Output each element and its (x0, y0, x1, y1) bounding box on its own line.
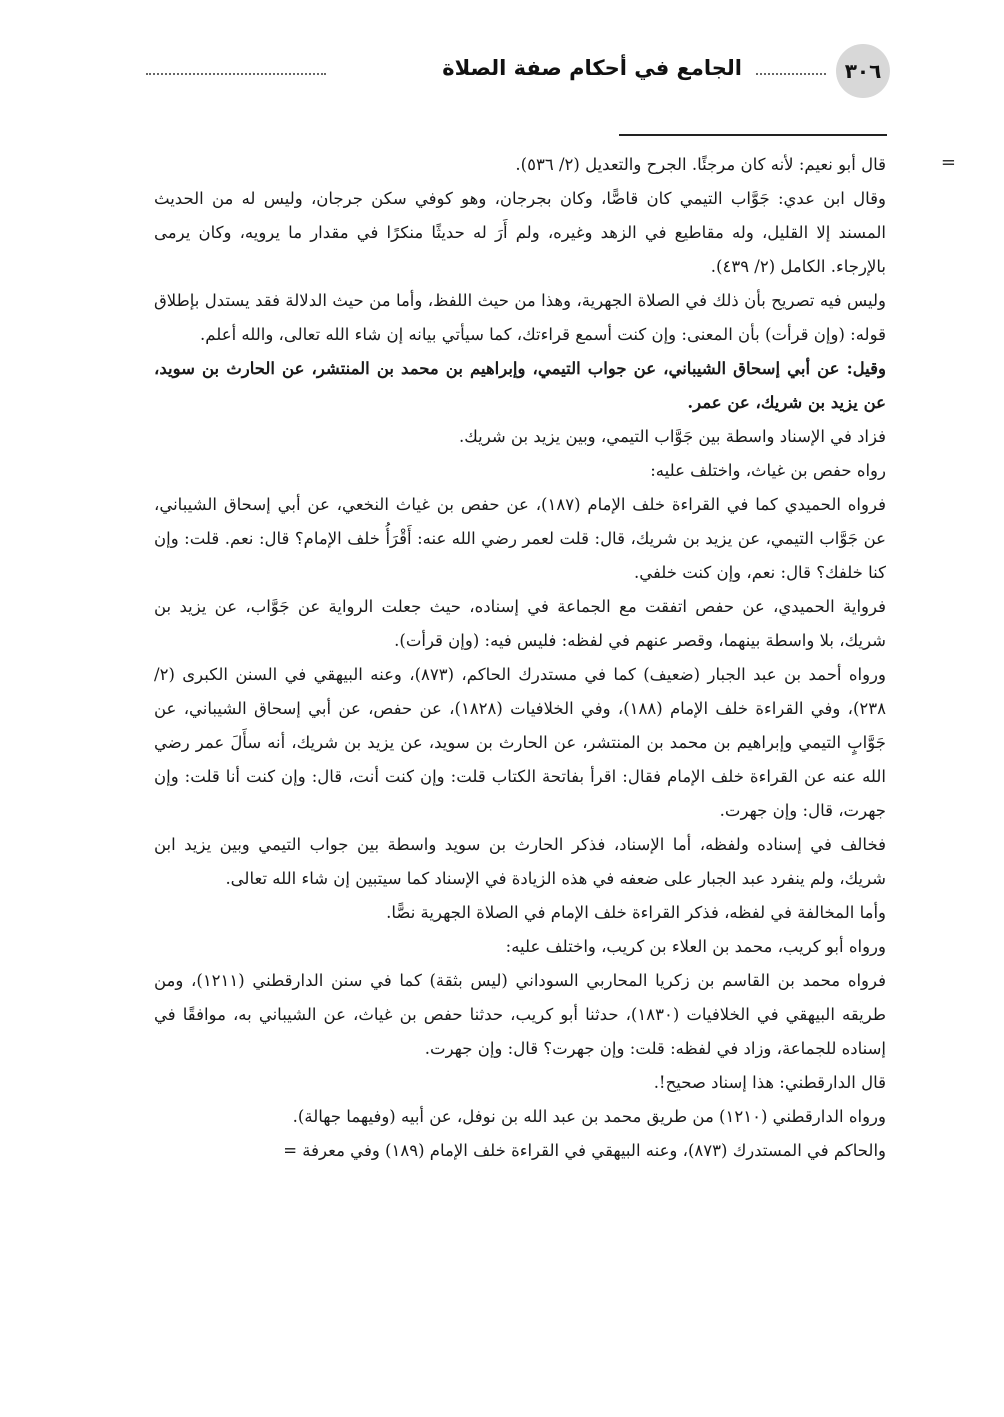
footnote-paragraph: والحاكم في المستدرك (٨٧٣)، وعنه البيهقي في القراءة خلف الإمام (١٨٩) وفي معرفة = (283, 1141, 886, 1160)
footnote-paragraph: رواه حفص بن غياث، واختلف عليه: (650, 461, 886, 480)
footnote-paragraph: وليس فيه تصريح بأن ذلك في الصلاة الجهرية، وهذا من حيث اللفظ، وأما من حيث الدلالة فقد يستدل بإطلاق قوله: (وإن قرأت) بأن المعنى: وإن كنت أسمع قراءتك، كما سيأتي بيانه إن شاء الله تعالى، والله أعلم. (154, 291, 886, 344)
footnote-paragraph: قال الدارقطني: هذا إسناد صحيح!. (653, 1073, 886, 1092)
footnote-paragraph: ورواه أبو كريب، محمد بن العلاء بن كريب، واختلف عليه: (505, 937, 886, 956)
header-dotted-rule-left (146, 73, 326, 75)
footnote-separator (619, 134, 887, 136)
footnote-paragraph: فخالف في إسناده ولفظه، أما الإسناد، فذكر الحارث بن سويد واسطة بين جواب التيمي وبين يزيد ابن شريك، ولم ينفرد عبد الجبار على ضعفه في هذه الزيادة في الإسناد كما سيتبين إن شاء الله تعالى. (154, 835, 886, 888)
footnote-paragraph: ورواه الدارقطني (١٢١٠) من طريق محمد بن عبد الله بن نوفل، عن أبيه (وفيهما جهالة). (292, 1107, 886, 1126)
footnote-paragraph: فرواية الحميدي، عن حفص اتفقت مع الجماعة في إسناده، حيث جعلت الرواية عن جَوَّاب، عن يزيد بن شريك، بلا واسطة بينهما، وقصر عنهم في لفظه: فليس فيه: (وإن قرأت). (154, 597, 886, 650)
footnote-paragraph: وقال ابن عدي: جَوَّاب التيمي كان قاصًّا، وكان بجرجان، وهو كوفي سكن جرجان، وليس له من الحديث المسند إلا القليل، وله مقاطيع في الزهد وغيره، ولم أَرَ له حديثًا منكرًا في مقدار ما يرويه، وكان يرمى بالإرجاء. الكامل (٢/ ٤٣٩). (154, 189, 886, 276)
book-title: الجامع في أحكام صفة الصلاة (442, 56, 742, 80)
footnote-body (154, 148, 886, 1168)
footnote-paragraph: فزاد في الإسناد واسطة بين جَوَّاب التيمي، وبين يزيد بن شريك. (459, 427, 886, 446)
footnote-paragraph: فرواه محمد بن القاسم بن زكريا المحاربي السوداني (ليس بثقة) كما في سنن الدارقطني (١٢١١)، ومن طريقه البيهقي في الخلافيات (١٨٣٠)، حدثنا أبو كريب، حدثنا حفص بن غياث، عن الشيباني به، موافقًا في إسناده للجماعة، وزاد في لفظه: قلت: وإن جهرت؟ قال: وإن جهرت. (154, 971, 887, 1058)
footnote-paragraph: وأما المخالفة في لفظه، فذكر القراءة خلف الإمام في الصلاة الجهرية نصًّا. (386, 903, 886, 922)
continuation-mark: = (940, 152, 956, 173)
header-dotted-rule-right (756, 73, 826, 75)
page-number: ٣٠٦ (836, 44, 890, 98)
footnote-paragraph: قال أبو نعيم: لأنه كان مرجئًا. الجرح والتعديل (٢/ ٥٣٦). (515, 155, 886, 174)
footnote-paragraph: ورواه أحمد بن عبد الجبار (ضعيف) كما في مستدرك الحاكم، (٨٧٣)، وعنه البيهقي في السنن الكبرى (٢/ ٢٣٨)، وفي القراءة خلف الإمام (١٨٨)، وفي الخلافيات (١٨٢٨)، عن حفص، عن أبي إسحاق الشيباني، عن جَوَّابٍ التيمي وإبراهيم بن محمد بن المنتشر، عن الحارث بن سويد، عن يزيد بن شريك، أنه سأَلَ عمر رضي الله عنه عن القراءة خلف الإمام فقال: اقرأ بفاتحة الكتاب قلت: وإن كنت أنت، قال: وإن كنت أنا قلت: وإن جهرت، قال: وإن جهرت. (154, 665, 886, 820)
footnote-paragraph: فرواه الحميدي كما في القراءة خلف الإمام (١٨٧)، عن حفص بن غياث النخعي، عن أبي إسحاق الشيباني، عن جَوَّاب التيمي، عن يزيد بن شريك، قال: قلت لعمر رضي الله عنه: أَقْرَأُ خلف الإمام؟ قال: نعم. قلت: وإن كنا خلفك؟ قال: نعم، وإن كنت خلفي. (154, 495, 886, 582)
page-header (140, 44, 890, 100)
footnote-paragraph: وقيل: عن أبي إسحاق الشيباني، عن جواب التيمي، وإبراهيم بن محمد بن المنتشر، عن الحارث بن سويد، عن يزيد بن شريك، عن عمر. (154, 359, 886, 412)
